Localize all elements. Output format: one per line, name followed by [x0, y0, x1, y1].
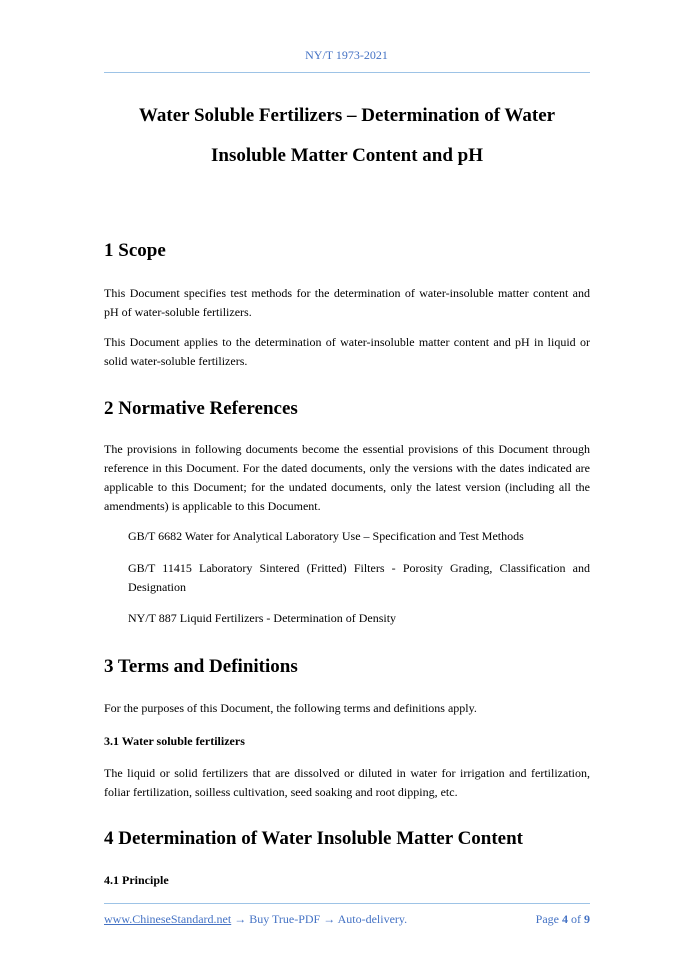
section4-heading: 4 Determination of Water Insoluble Matter Content: [104, 828, 524, 849]
auto-delivery-text: Auto-delivery.: [337, 912, 408, 926]
term-subheading: 3.1 Water soluble fertilizers: [104, 734, 245, 748]
scope-paragraph-2: This Document applies to the determination of water-insoluble matter content and pH in liquid or solid water-soluble fertilizers.: [104, 335, 590, 368]
page-indicator: [536, 912, 590, 927]
normative-paragraph: The provisions in following documents become the essential provisions of this Document through reference in this Document. For the dated documents, only the versions with the dates indicated are applicable to this Document; for the undated documents, only the latest version (including all the amendments) is applicable to this Document.: [104, 442, 590, 513]
document-title: [104, 96, 590, 176]
scope-heading: 1 Scope: [104, 240, 166, 261]
arrow-right-icon: →: [234, 912, 247, 926]
footer-links: [104, 912, 407, 927]
title-line-1: Water Soluble Fertilizers – Determination of Water: [138, 105, 556, 126]
reference-item: NY/T 887 Liquid Fertilizers - Determination of Density: [128, 611, 397, 625]
buy-pdf-link[interactable]: Buy True-PDF: [249, 912, 321, 926]
of-label: of: [571, 912, 581, 926]
reference-item: GB/T 11415 Laboratory Sintered (Fritted) Filters - Porosity Grading, Classification and Designation: [128, 561, 590, 594]
title-line-2: Insoluble Matter Content and pH: [210, 145, 483, 166]
terms-paragraph: For the purposes of this Document, the following terms and definitions apply.: [104, 701, 477, 715]
terms-heading: 3 Terms and Definitions: [104, 656, 298, 677]
page-total: 9: [584, 912, 590, 926]
footer-divider: [104, 903, 590, 904]
reference-item: GB/T 6682 Water for Analytical Laboratory Use – Specification and Test Methods: [128, 529, 524, 543]
principle-subheading: 4.1 Principle: [104, 873, 169, 887]
page-label: Page: [535, 912, 559, 926]
site-link[interactable]: www.ChineseStandard.net: [104, 912, 232, 926]
arrow-right-icon: →: [323, 912, 336, 926]
normative-heading: 2 Normative References: [104, 398, 298, 419]
footer: [104, 912, 590, 927]
term-definition: The liquid or solid fertilizers that are dissolved or diluted in water for irrigation and fertilization, foliar fertilization, soilless cultivation, seed soaking and root dipping, etc.: [104, 766, 590, 799]
scope-paragraph-1: This Document specifies test methods for the determination of water-insoluble matter content and pH of water-soluble fertilizers.: [104, 286, 590, 319]
page-number: 4: [562, 912, 568, 926]
header-doc-number: NY/T 1973-2021: [305, 48, 388, 62]
header-divider: [104, 72, 590, 73]
